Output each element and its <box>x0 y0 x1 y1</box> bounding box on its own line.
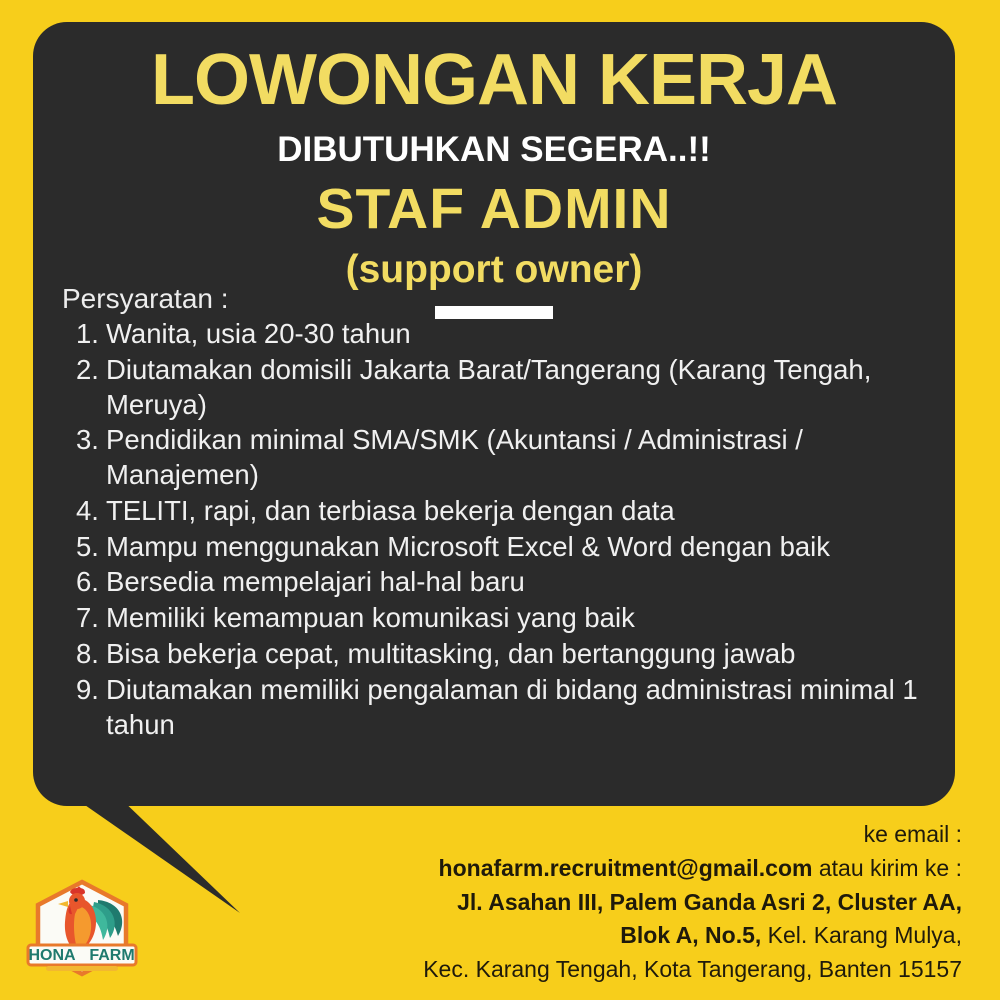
list-item: Diutamakan domisili Jakarta Barat/Tangerang (Karang Tengah, Meruya) <box>106 353 872 420</box>
main-dark-panel <box>33 22 955 806</box>
email-line <box>250 852 962 886</box>
logo-name-left: HONA <box>28 947 76 964</box>
address-line-2 <box>250 919 962 953</box>
job-role-note: (support owner) <box>345 248 643 291</box>
page-title: LOWONGAN KERJA <box>151 40 837 120</box>
hona-farm-logo <box>22 872 142 982</box>
job-role-title: STAF ADMIN <box>316 177 672 241</box>
rooster-eye-icon <box>74 898 78 902</box>
logo-name-right: FARM <box>89 947 135 964</box>
email-label: ke email : <box>863 821 962 847</box>
logo-tagline-bar <box>46 966 118 971</box>
list-item: Mampu menggunakan Microsoft Excel & Word dengan baik <box>106 530 831 562</box>
list-item: TELITI, rapi, dan terbiasa bekerja dengan data <box>106 494 675 526</box>
list-item: Bersedia mempelajari hal-hal baru <box>106 566 525 598</box>
list-item: Diutamakan memiliki pengalaman di bidang administrasi minimal 1 tahun <box>106 673 918 740</box>
address-block-number: Blok A, No.5, <box>620 922 762 949</box>
address-line-1: Jl. Asahan III, Palem Ganda Asri 2, Cluster AA, <box>457 888 962 915</box>
list-item: Pendidikan minimal SMA/SMK (Akuntansi / Administrasi / Manajemen) <box>106 424 803 491</box>
requirements-list <box>62 317 943 742</box>
or-send-to-label: atau kirim ke : <box>812 854 962 881</box>
list-item: Wanita, usia 20-30 tahun <box>106 318 411 349</box>
list-item: Memiliki kemampuan komunikasi yang baik <box>106 602 635 634</box>
contact-footer <box>250 818 962 987</box>
address-line-3: Kec. Karang Tengah, Kota Tangerang, Banten 15157 <box>423 956 962 983</box>
urgency-subtitle: DIBUTUHKAN SEGERA..!! <box>277 130 711 169</box>
requirements-heading: Persyaratan : <box>62 283 229 314</box>
requirements-section <box>33 281 955 742</box>
recruitment-email[interactable]: honafarm.recruitment@gmail.com <box>438 854 813 881</box>
address-village: Kel. Karang Mulya, <box>761 922 962 949</box>
list-item: Bisa bekerja cepat, multitasking, dan bertanggung jawab <box>106 638 796 670</box>
